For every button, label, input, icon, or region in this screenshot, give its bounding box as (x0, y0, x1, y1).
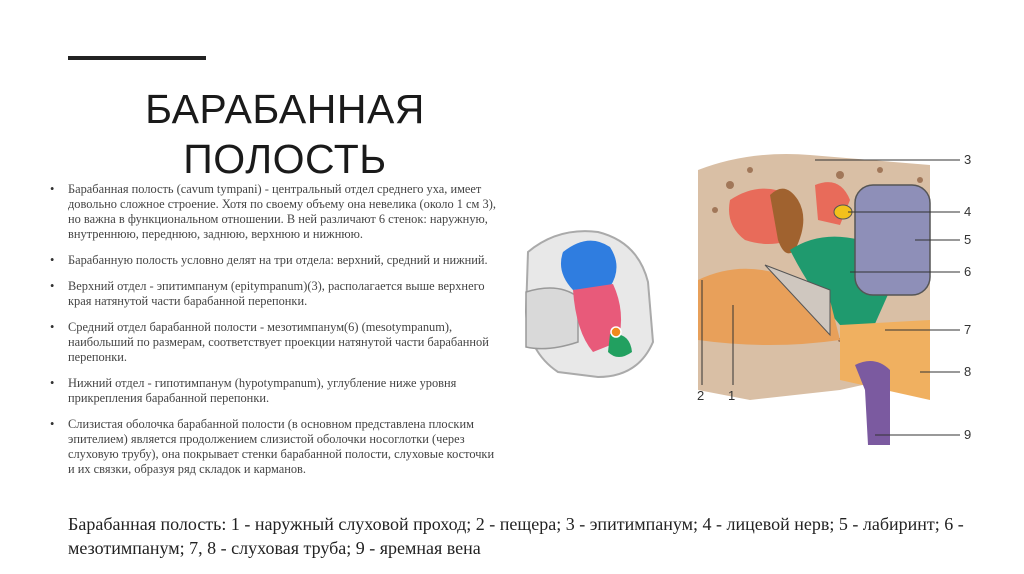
figure-label: 6 (964, 264, 972, 279)
slide-title (120, 84, 450, 184)
figure-label: 2 (697, 388, 705, 403)
canal-shape (526, 288, 578, 349)
figure-caption: Барабанная полость: 1 - наружный слуховой проход; 2 - пещера; 3 - эпитимпанум; 4 - лицевой нерв; 5 - лабиринт; 6 - мезотимпанум; 7, 8 - слуховая труба; 9 - яремная вена (68, 514, 964, 558)
title-line-1: БАРАБАННАЯ (145, 86, 425, 132)
title-line-2: ПОЛОСТЬ (183, 136, 387, 182)
epitympanum-blue (561, 241, 617, 290)
figure-label: 9 (964, 427, 972, 442)
title-rule (68, 56, 206, 60)
bullet-list (48, 182, 496, 488)
figure-label: 1 (728, 388, 736, 403)
bullet-item: • Барабанная полость (cavum tympani) - центральный отдел среднего уха, имеет довольно сложное строение. Хотя по своему объему она невелика (около 1 см 3), но важна в функциональном отношении. В ней различают 6 стенок: наружную, внутреннюю, переднюю, заднюю, верхнюю и нижнюю. (48, 182, 496, 242)
figure-label: 8 (964, 364, 972, 379)
bullet-item: • Нижний отдел - гипотимпанум (hypotympanum), углубление ниже уровня прикрепления барабанной перепонки. (48, 376, 496, 406)
bullet-item: • Верхний отдел - эпитимпанум (epitympanum)(3), располагается выше верхнего края натянутой части барабанной перепонки. (48, 279, 496, 309)
jugular-vein (855, 361, 890, 445)
ear-cross-section-illustration (690, 140, 990, 450)
bullet-item: • Барабанную полость условно делят на три отдела: верхний, средний и нижний. (48, 253, 496, 268)
small-ear-illustration (518, 222, 658, 382)
bullet-item: • Средний отдел барабанной полости - мезотимпанум(6) (mesotympanum), наибольший по размерам, соответствует проекции натянутой части барабанной перепонки. (48, 320, 496, 365)
figure-label: 4 (964, 204, 972, 219)
figure-label: 3 (964, 152, 972, 167)
bullet-item: • Слизистая оболочка барабанной полости (в основном представлена плоским эпителием) является продолжением слизистой оболочки носоглотки (через слуховую трубу), она покрывает стенки барабанной полости, слуховые косточки и их связки, образуя ряд складок и карманов. (48, 417, 496, 477)
figure-label: 7 (964, 322, 972, 337)
figure-label: 5 (964, 232, 972, 247)
marker-pin (611, 327, 621, 337)
